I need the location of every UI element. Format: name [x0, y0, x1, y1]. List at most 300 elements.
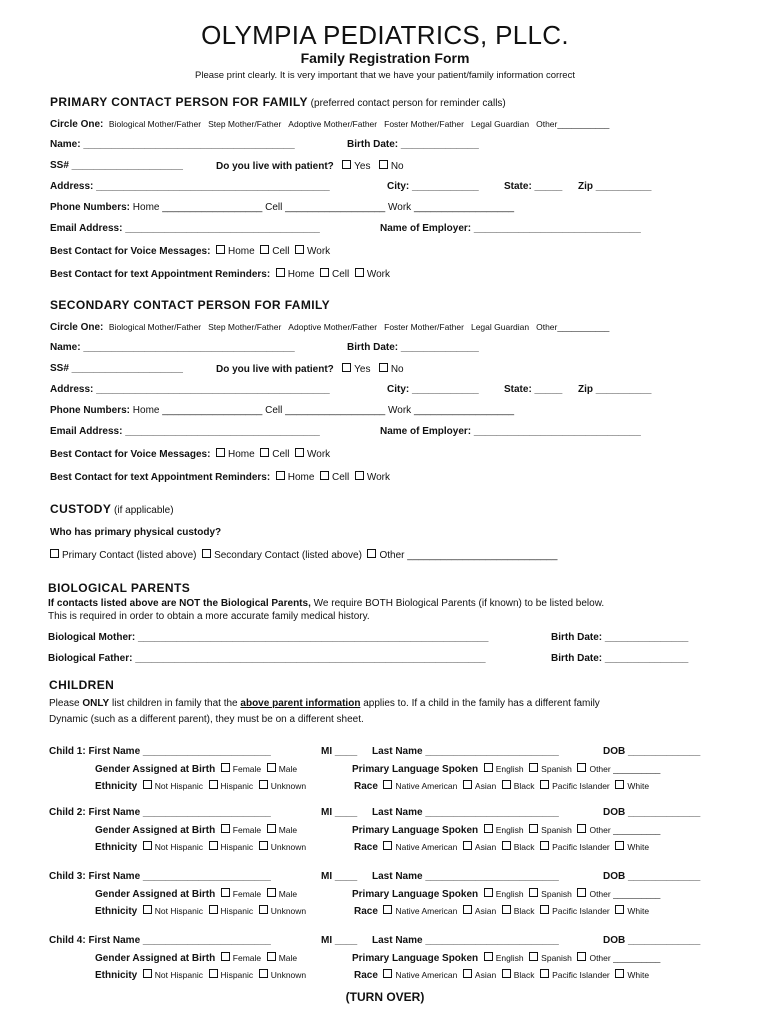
custody-question-row	[50, 527, 221, 539]
child1-nothisp-checkbox[interactable]	[143, 780, 152, 789]
children-p1c: list children in family that the	[109, 698, 241, 709]
custody-opt1: Primary Contact (listed above)	[62, 550, 197, 561]
child1-pacific-checkbox[interactable]	[540, 780, 549, 789]
bio-rest: We require BOTH Biological Parents (if known) to be listed below.	[310, 598, 605, 609]
child3-mi-row	[321, 871, 357, 883]
secondary-zip-row	[578, 384, 651, 396]
primary-relation-option[interactable]: Step Mother/Father	[208, 119, 282, 129]
bio-mother-field[interactable]: Biological Mother: _______________________________________________________________	[48, 632, 489, 643]
secondary-no-checkbox[interactable]	[379, 363, 388, 372]
child4-nothisp-checkbox[interactable]	[143, 969, 152, 978]
child1-dob-row	[603, 746, 700, 758]
child2-last-row	[372, 807, 559, 819]
primary-zip-field[interactable]: Zip __________	[578, 181, 652, 192]
child4-nat-checkbox[interactable]	[383, 969, 392, 978]
child4-english-label: English	[495, 953, 524, 963]
primary-voice-row	[50, 245, 330, 258]
child1-race-row	[354, 780, 649, 793]
secondary-birth-row	[347, 342, 479, 354]
child3-spanish-label: Spanish	[541, 889, 572, 899]
child2-gender-label: Gender Assigned at Birth	[95, 825, 216, 836]
child4-mi[interactable]: MI ____	[321, 935, 358, 946]
child1-nat-checkbox[interactable]	[383, 780, 392, 789]
child4-lang-row	[352, 952, 660, 965]
child3-dob[interactable]: DOB _____________	[603, 871, 701, 882]
secondary-relation-option[interactable]: Foster Mother/Father	[384, 322, 464, 332]
primary-city-row	[387, 181, 479, 193]
child3-white-checkbox[interactable]	[615, 905, 624, 914]
secondary-text-home-label: Home	[287, 472, 315, 483]
child2-black-checkbox[interactable]	[502, 841, 511, 850]
child1-unknown-checkbox[interactable]	[259, 780, 268, 789]
primary-name-field[interactable]: Name: ______________________________________	[50, 139, 295, 150]
primary-text-work-label: Work	[366, 269, 390, 280]
child2-eth-row	[95, 841, 306, 854]
child3-last-name[interactable]: Last Name ________________________	[372, 871, 559, 882]
child1-pacific-label: Pacific Islander	[552, 781, 610, 791]
secondary-voice-home-label: Home	[227, 449, 255, 460]
secondary-phone-row	[50, 405, 514, 417]
secondary-relation-option[interactable]: Step Mother/Father	[208, 322, 282, 332]
child1-lang-row	[352, 763, 660, 776]
child4-dob-row	[603, 935, 700, 947]
primary-ss-field[interactable]: SS# ____________________	[50, 160, 183, 171]
child4-last-row	[372, 935, 559, 947]
child3-unknown-checkbox[interactable]	[259, 905, 268, 914]
primary-employer-field[interactable]: Name of Employer: ______________________________	[380, 223, 641, 234]
child1-last-name[interactable]: Last Name ________________________	[372, 746, 559, 757]
child3-race-row	[354, 905, 649, 918]
child3-female-label: Female	[232, 889, 262, 899]
primary-birth-field[interactable]: Birth Date: ______________	[347, 139, 479, 150]
child3-male-label: Male	[278, 889, 298, 899]
child4-spanish-checkbox[interactable]	[529, 952, 538, 961]
secondary-phone-fields[interactable]: Home __________________ Cell __________________ Work __________________	[132, 405, 515, 416]
primary-text-cell-label: Cell	[332, 269, 350, 280]
primary-relation-option[interactable]: Legal Guardian	[470, 119, 530, 129]
child4-label: Child 4:	[49, 935, 86, 946]
child2-hisp-checkbox[interactable]	[209, 841, 218, 850]
child2-dob-row	[603, 807, 700, 819]
child4-dob[interactable]: DOB _____________	[603, 935, 701, 946]
secondary-city-field[interactable]: City: ____________	[387, 384, 479, 395]
child2-male-label: Male	[278, 825, 298, 835]
children-p1d: above parent information	[240, 698, 361, 709]
secondary-city-row	[387, 384, 479, 396]
bio-father-field[interactable]: Biological Father: _______________________________________________________________	[48, 653, 486, 664]
child4-hisp-label: Hispanic	[220, 970, 254, 980]
form-title: OLYMPIA PEDIATRICS, PLLC.	[201, 20, 569, 50]
custody-question: Who has primary physical custody?	[50, 527, 222, 538]
child4-eth-label: Ethnicity	[95, 970, 138, 981]
primary-phone-fields[interactable]: Home __________________ Cell __________________ Work __________________	[132, 202, 515, 213]
child4-pacific-checkbox[interactable]	[540, 969, 549, 978]
children-heading: CHILDREN	[49, 678, 115, 692]
child3-other-checkbox[interactable]	[577, 888, 586, 897]
secondary-text-home-checkbox[interactable]	[276, 471, 285, 480]
secondary-text-cell-label: Cell	[332, 472, 350, 483]
child2-race-label: Race	[354, 842, 378, 853]
child4-unknown-label: Unknown	[270, 970, 307, 980]
secondary-address-field[interactable]: Address: __________________________________________	[50, 384, 330, 395]
primary-voice-work-label: Work	[307, 246, 331, 257]
secondary-live-question: Do you live with patient?	[216, 364, 334, 375]
primary-address-row	[50, 181, 330, 193]
child3-english-label: English	[495, 889, 524, 899]
child3-mi[interactable]: MI ____	[321, 871, 358, 882]
child3-lang-label: Primary Language Spoken	[352, 889, 479, 900]
child3-lang-row	[352, 888, 660, 901]
child3-black-label: Black	[513, 906, 535, 916]
form-instruction: Please print clearly. It is very important that we have your patient/family information correct	[195, 70, 575, 81]
child4-mi-row	[321, 935, 357, 947]
primary-voice-cell-checkbox[interactable]	[260, 245, 269, 254]
secondary-state-row	[504, 384, 562, 396]
child4-hisp-checkbox[interactable]	[209, 969, 218, 978]
secondary-name-field[interactable]: Name: ______________________________________	[50, 342, 295, 353]
primary-employer-row	[380, 223, 641, 235]
custody-primary-checkbox[interactable]	[50, 549, 59, 558]
child1-gender-label: Gender Assigned at Birth	[95, 764, 216, 775]
child1-english-checkbox[interactable]	[484, 763, 493, 772]
secondary-birth-field[interactable]: Birth Date: ______________	[347, 342, 479, 353]
child2-english-checkbox[interactable]	[484, 824, 493, 833]
child2-unknown-checkbox[interactable]	[259, 841, 268, 850]
child2-other-checkbox[interactable]	[577, 824, 586, 833]
primary-live-row	[216, 160, 404, 173]
secondary-text-cell-checkbox[interactable]	[320, 471, 329, 480]
secondary-circle-one: Circle One:	[50, 322, 104, 333]
child3-asian-label: Asian	[474, 906, 497, 916]
turn-over: (TURN OVER)	[345, 990, 425, 1004]
child3-nothisp-label: Not Hispanic	[154, 906, 203, 916]
child1-other-label: Other __________	[589, 764, 661, 774]
child2-female-checkbox[interactable]	[221, 824, 230, 833]
child2-pacific-label: Pacific Islander	[552, 842, 610, 852]
primary-yes-checkbox[interactable]	[342, 160, 351, 169]
child2-first-name[interactable]: First Name _______________________	[88, 807, 271, 818]
child4-last-name[interactable]: Last Name ________________________	[372, 935, 559, 946]
child2-label: Child 2:	[49, 807, 86, 818]
child1-other-checkbox[interactable]	[577, 763, 586, 772]
secondary-email-field[interactable]: Email Address: ___________________________________	[50, 426, 320, 437]
child1-dob[interactable]: DOB _____________	[603, 746, 701, 757]
child4-gender-row	[95, 952, 297, 965]
secondary-employer-field[interactable]: Name of Employer: ______________________________	[380, 426, 641, 437]
primary-no-checkbox[interactable]	[379, 160, 388, 169]
primary-phone-row	[50, 202, 514, 214]
bio-line1	[48, 598, 604, 610]
primary-voice-home-checkbox[interactable]	[216, 245, 225, 254]
bio-mother-row	[48, 632, 488, 644]
primary-heading: PRIMARY CONTACT PERSON FOR FAMILY	[50, 95, 308, 109]
child3-race-label: Race	[354, 906, 378, 917]
child3-eth-row	[95, 905, 306, 918]
child2-nat-checkbox[interactable]	[383, 841, 392, 850]
secondary-ss-field[interactable]: SS# ____________________	[50, 363, 183, 374]
child3-nat-checkbox[interactable]	[383, 905, 392, 914]
custody-opt2: Secondary Contact (listed above)	[214, 550, 362, 561]
primary-circle-one: Circle One:	[50, 119, 104, 130]
child1-black-label: Black	[513, 781, 535, 791]
bio-mother-birth[interactable]: Birth Date: _______________	[551, 632, 689, 643]
secondary-voice-work-label: Work	[307, 449, 331, 460]
primary-heading-note: (preferred contact person for reminder calls)	[310, 98, 506, 109]
child3-last-row	[372, 871, 559, 883]
custody-heading: CUSTODY	[50, 502, 112, 516]
child3-nothisp-checkbox[interactable]	[143, 905, 152, 914]
child4-male-checkbox[interactable]	[267, 952, 276, 961]
custody-options-row	[50, 549, 557, 562]
child4-female-checkbox[interactable]	[221, 952, 230, 961]
children-para1	[49, 698, 600, 710]
child1-english-label: English	[495, 764, 524, 774]
child4-asian-checkbox[interactable]	[463, 969, 472, 978]
bio-father-row	[48, 653, 486, 665]
child4-other-checkbox[interactable]	[577, 952, 586, 961]
child4-other-label: Other __________	[589, 953, 661, 963]
primary-text-work-checkbox[interactable]	[355, 268, 364, 277]
primary-relation-option[interactable]: Other___________	[536, 119, 610, 129]
form-subtitle: Family Registration Form	[300, 50, 470, 66]
child2-english-label: English	[495, 825, 524, 835]
bio-heading-row	[48, 582, 190, 596]
child1-nothisp-label: Not Hispanic	[154, 781, 203, 791]
child2-race-row	[354, 841, 649, 854]
secondary-voice-row	[50, 448, 330, 461]
primary-text-cell-checkbox[interactable]	[320, 268, 329, 277]
child2-lang-row	[352, 824, 660, 837]
child4-asian-label: Asian	[474, 970, 497, 980]
child1-mi-row	[321, 746, 357, 758]
child2-asian-checkbox[interactable]	[463, 841, 472, 850]
primary-live-question: Do you live with patient?	[216, 161, 334, 172]
child1-spanish-checkbox[interactable]	[529, 763, 538, 772]
child4-first-row	[49, 935, 271, 947]
child2-other-label: Other __________	[589, 825, 661, 835]
child1-label: Child 1:	[49, 746, 86, 757]
child1-asian-checkbox[interactable]	[463, 780, 472, 789]
secondary-voice-cell-label: Cell	[272, 449, 290, 460]
secondary-yes-checkbox[interactable]	[342, 363, 351, 372]
child4-nat-label: Native American	[395, 970, 458, 980]
child2-male-checkbox[interactable]	[267, 824, 276, 833]
primary-email-field[interactable]: Email Address: ___________________________________	[50, 223, 320, 234]
secondary-state-field[interactable]: State: _____	[504, 384, 563, 395]
child2-nothisp-checkbox[interactable]	[143, 841, 152, 850]
child1-last-row	[372, 746, 559, 758]
primary-zip-row	[578, 181, 651, 193]
child2-white-checkbox[interactable]	[615, 841, 624, 850]
child2-white-label: White	[627, 842, 650, 852]
primary-city-field[interactable]: City: ____________	[387, 181, 479, 192]
secondary-relations-row	[50, 321, 616, 334]
child1-lang-label: Primary Language Spoken	[352, 764, 479, 775]
child3-gender-row	[95, 888, 297, 901]
custody-note: (if applicable)	[114, 505, 174, 516]
child3-label: Child 3:	[49, 871, 86, 882]
bio-mother-birth-row	[551, 632, 688, 644]
child3-other-label: Other __________	[589, 889, 661, 899]
child2-spanish-label: Spanish	[541, 825, 572, 835]
secondary-email-row	[50, 426, 320, 438]
secondary-voice-home-checkbox[interactable]	[216, 448, 225, 457]
child2-first-row	[49, 807, 271, 819]
children-p1a: Please	[49, 698, 83, 709]
child3-nat-label: Native American	[395, 906, 458, 916]
children-p1b: ONLY	[82, 698, 110, 709]
child1-race-label: Race	[354, 781, 378, 792]
child2-unknown-label: Unknown	[270, 842, 307, 852]
primary-relation-option[interactable]: Adoptive Mother/Father	[288, 119, 378, 129]
secondary-text-work-label: Work	[366, 472, 390, 483]
child1-gender-row	[95, 763, 297, 776]
child3-female-checkbox[interactable]	[221, 888, 230, 897]
child1-white-label: White	[627, 781, 650, 791]
secondary-no-label: No	[390, 364, 404, 375]
primary-ss-row	[50, 160, 183, 172]
child2-asian-label: Asian	[474, 842, 497, 852]
child3-asian-checkbox[interactable]	[463, 905, 472, 914]
primary-birth-row	[347, 139, 479, 151]
child3-dob-row	[603, 871, 700, 883]
child1-female-label: Female	[232, 764, 262, 774]
child1-male-label: Male	[278, 764, 298, 774]
bio-heading: BIOLOGICAL PARENTS	[48, 581, 191, 595]
child2-dob[interactable]: DOB _____________	[603, 807, 701, 818]
child4-black-checkbox[interactable]	[502, 969, 511, 978]
secondary-relation-option[interactable]: Adoptive Mother/Father	[288, 322, 378, 332]
child3-unknown-label: Unknown	[270, 906, 307, 916]
child4-eth-row	[95, 969, 306, 982]
custody-secondary-checkbox[interactable]	[202, 549, 211, 558]
primary-relations-row	[50, 118, 616, 131]
child1-mi[interactable]: MI ____	[321, 746, 358, 757]
secondary-phone-label: Phone Numbers:	[50, 405, 131, 416]
children-para2	[49, 714, 364, 726]
secondary-voice-cell-checkbox[interactable]	[260, 448, 269, 457]
primary-heading-row	[50, 96, 506, 110]
primary-relation-option[interactable]: Biological Mother/Father	[108, 119, 202, 129]
child4-unknown-checkbox[interactable]	[259, 969, 268, 978]
child4-white-label: White	[627, 970, 650, 980]
child3-english-checkbox[interactable]	[484, 888, 493, 897]
child4-race-row	[354, 969, 649, 982]
child3-hisp-checkbox[interactable]	[209, 905, 218, 914]
child1-asian-label: Asian	[474, 781, 497, 791]
child2-mi[interactable]: MI ____	[321, 807, 358, 818]
child2-eth-label: Ethnicity	[95, 842, 138, 853]
child3-eth-label: Ethnicity	[95, 906, 138, 917]
child3-first-row	[49, 871, 271, 883]
primary-voice-home-label: Home	[227, 246, 255, 257]
child2-nat-label: Native American	[395, 842, 458, 852]
child4-spanish-label: Spanish	[541, 953, 572, 963]
primary-state-field[interactable]: State: _____	[504, 181, 563, 192]
child3-pacific-label: Pacific Islander	[552, 906, 610, 916]
child3-first-name[interactable]: First Name _______________________	[88, 871, 271, 882]
child4-race-label: Race	[354, 970, 378, 981]
custody-opt3: Other ___________________________	[379, 550, 558, 561]
primary-voice-work-checkbox[interactable]	[295, 245, 304, 254]
child1-spanish-label: Spanish	[541, 764, 572, 774]
child1-male-checkbox[interactable]	[267, 763, 276, 772]
child1-eth-row	[95, 780, 306, 793]
child3-pacific-checkbox[interactable]	[540, 905, 549, 914]
primary-text-label: Best Contact for text Appointment Reminders:	[50, 269, 271, 280]
secondary-yes-label: Yes	[354, 364, 371, 375]
child3-spanish-checkbox[interactable]	[529, 888, 538, 897]
secondary-live-row	[216, 363, 404, 376]
secondary-voice-work-checkbox[interactable]	[295, 448, 304, 457]
child3-white-label: White	[627, 906, 650, 916]
child1-first-row	[49, 746, 271, 758]
primary-voice-label: Best Contact for Voice Messages:	[50, 246, 211, 257]
child1-white-checkbox[interactable]	[615, 780, 624, 789]
secondary-heading: SECONDARY CONTACT PERSON FOR FAMILY	[50, 298, 331, 312]
child1-black-checkbox[interactable]	[502, 780, 511, 789]
child2-black-label: Black	[513, 842, 535, 852]
child2-spanish-checkbox[interactable]	[529, 824, 538, 833]
bio-father-birth[interactable]: Birth Date: _______________	[551, 653, 689, 664]
child4-nothisp-label: Not Hispanic	[154, 970, 203, 980]
secondary-text-label: Best Contact for text Appointment Reminders:	[50, 472, 271, 483]
child2-female-label: Female	[232, 825, 262, 835]
child1-eth-label: Ethnicity	[95, 781, 138, 792]
child1-female-checkbox[interactable]	[221, 763, 230, 772]
secondary-text-work-checkbox[interactable]	[355, 471, 364, 480]
child4-white-checkbox[interactable]	[615, 969, 624, 978]
child2-gender-row	[95, 824, 297, 837]
child4-pacific-label: Pacific Islander	[552, 970, 610, 980]
secondary-text-row	[50, 471, 390, 484]
primary-relation-option[interactable]: Foster Mother/Father	[384, 119, 464, 129]
child2-pacific-checkbox[interactable]	[540, 841, 549, 850]
bio-line2: This is required in order to obtain a more accurate family medical history.	[48, 611, 370, 622]
child3-black-checkbox[interactable]	[502, 905, 511, 914]
children-p1e: applies to. If a child in the family has a different family	[360, 698, 600, 709]
child4-first-name[interactable]: First Name _______________________	[88, 935, 271, 946]
primary-state-row	[504, 181, 562, 193]
primary-phone-label: Phone Numbers:	[50, 202, 131, 213]
primary-yes-label: Yes	[354, 161, 371, 172]
child3-male-checkbox[interactable]	[267, 888, 276, 897]
child4-lang-label: Primary Language Spoken	[352, 953, 479, 964]
child1-hisp-checkbox[interactable]	[209, 780, 218, 789]
primary-address-field[interactable]: Address: __________________________________________	[50, 181, 330, 192]
child1-hisp-label: Hispanic	[220, 781, 254, 791]
child2-last-name[interactable]: Last Name ________________________	[372, 807, 559, 818]
child4-gender-label: Gender Assigned at Birth	[95, 953, 216, 964]
primary-no-label: No	[390, 161, 404, 172]
primary-voice-cell-label: Cell	[272, 246, 290, 257]
secondary-relation-option[interactable]: Legal Guardian	[470, 322, 530, 332]
primary-name-row	[50, 139, 295, 151]
secondary-relation-option[interactable]: Other___________	[536, 322, 610, 332]
secondary-relation-option[interactable]: Biological Mother/Father	[108, 322, 202, 332]
child1-first-name[interactable]: First Name _______________________	[88, 746, 271, 757]
secondary-ss-row	[50, 363, 183, 375]
child2-lang-label: Primary Language Spoken	[352, 825, 479, 836]
child1-unknown-label: Unknown	[270, 781, 307, 791]
custody-other-checkbox[interactable]	[367, 549, 376, 558]
secondary-zip-field[interactable]: Zip __________	[578, 384, 652, 395]
child4-male-label: Male	[278, 953, 298, 963]
child2-hisp-label: Hispanic	[220, 842, 254, 852]
secondary-address-row	[50, 384, 330, 396]
child4-english-checkbox[interactable]	[484, 952, 493, 961]
primary-text-home-checkbox[interactable]	[276, 268, 285, 277]
